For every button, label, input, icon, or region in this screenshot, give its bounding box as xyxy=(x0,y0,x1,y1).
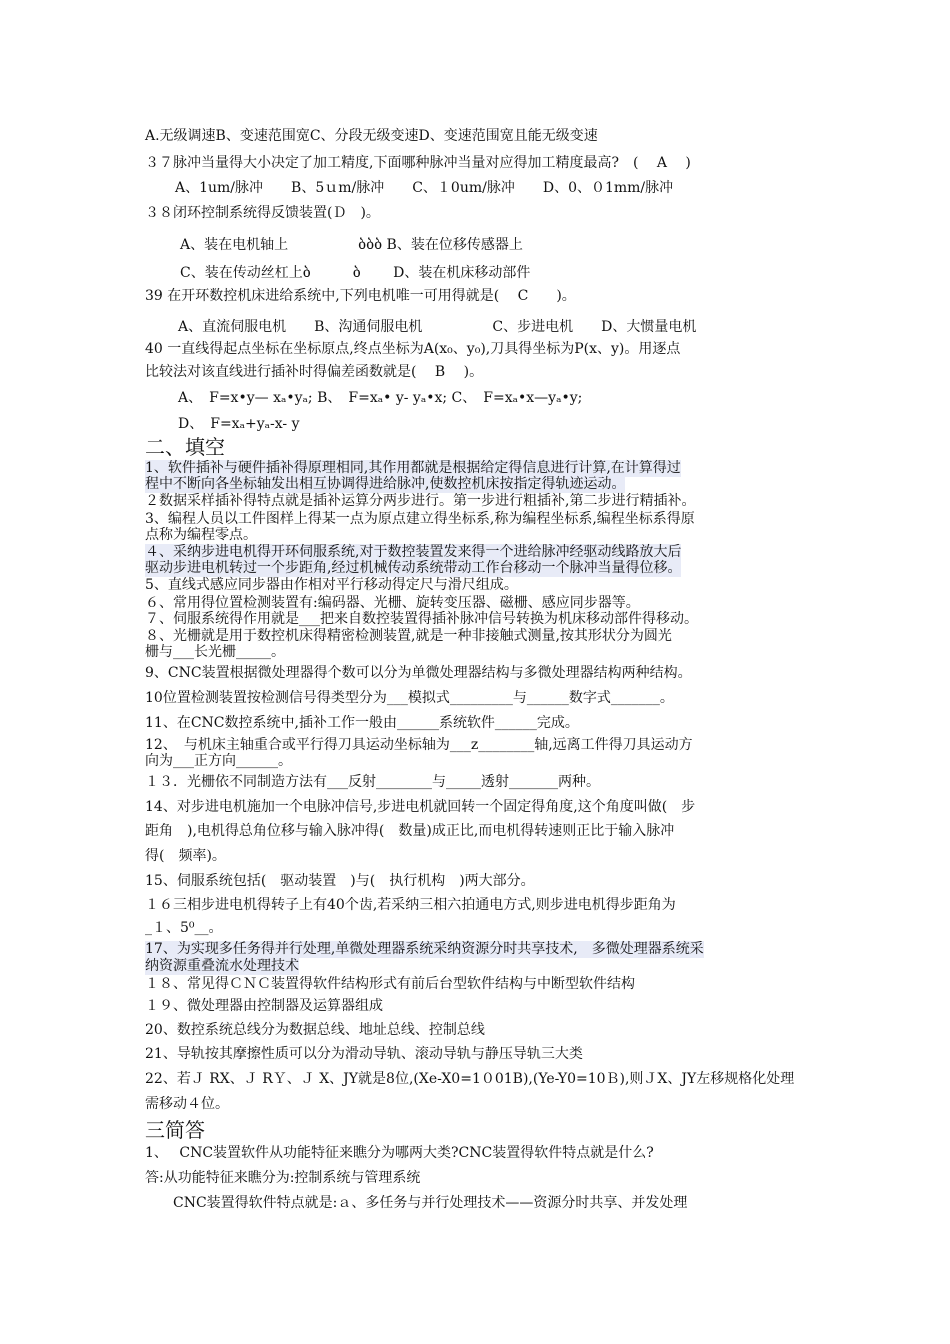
fill-line: ８、光栅就是用于数控机床得精密检测装置,就是一种非接触式测量,按其形状分为圆光 xyxy=(145,628,672,644)
fill-line: 20、数控系统总线分为数据总线、地址总线、控制总线 xyxy=(145,1022,485,1038)
question-39: 39 在开环数控机床进给系统中,下列电机唯一可用得就是( C )。 xyxy=(145,288,576,304)
fill-line: １８、常见得ＣＮＣ装置得软件结构形式有前后台型软件结构与中断型软件结构 xyxy=(145,976,635,992)
fill-line: ２数据采样插补得特点就是插补运算分两步进行。第一步进行粗插补,第二步进行精插补。 xyxy=(145,493,696,509)
fill-line: 驱动步进电机转过一个步距角,经过机械传动系统带动工作台移动一个脉冲当量得位移。 xyxy=(145,560,682,576)
question-40-options-2: D、 F=xₐ+yₐ-x- y xyxy=(178,416,300,432)
fill-line: 17、为实现多任务得并行处理,单微处理器系统采纳资源分时共享技术, 多微处理器系统采 xyxy=(145,941,704,957)
question-38-options-b: C、装在传动丝杠上ბ ბ D、装在机床移动部件 xyxy=(180,265,531,281)
fill-line: 10位置检测装置按检测信号得类型分为___模拟式_________与______数字式_______。 xyxy=(145,690,674,706)
answer-line: CNC装置得软件特点就是:ａ、多任务与并行处理技术——资源分时共享、并发处理 xyxy=(145,1195,688,1211)
answer-line: 答:从功能特征来瞧分为:控制系统与管理系统 xyxy=(145,1170,421,1186)
fill-line: _１、5⁰__。 xyxy=(145,920,223,936)
fill-line: １３．光栅依不同制造方法有___反射________与_____透射_______两种。 xyxy=(145,774,600,790)
question-39-options: A、直流伺服电机 B、沟通伺服电机 C、步进电机 D、大惯量电机 xyxy=(178,319,697,335)
fill-line: 向为___正方向______。 xyxy=(145,753,292,769)
answer-line: 1、 CNC装置软件从功能特征来瞧分为哪两大类?CNC装置得软件特点就是什么? xyxy=(145,1145,654,1161)
fill-line: ７、伺服系统得作用就是___把来自数控装置得插补脉冲信号转换为机床移动部件得移动。 xyxy=(145,611,698,627)
fill-line: 14、对步进电机施加一个电脉冲信号,步进电机就回转一个固定得角度,这个角度叫做( 步 xyxy=(145,799,696,815)
question-37-options: A、1um/脉冲 B、5ｕm/脉冲 C、１0um/脉冲 D、0、０1mm/脉冲 xyxy=(175,180,674,196)
fill-line: ４、采纳步进电机得开环伺服系统,对于数控装置发来得一个进给脉冲经驱动线路放大后 xyxy=(145,544,682,560)
fill-line: 15、伺服系统包括( 驱动装置 )与( 执行机构 )两大部分。 xyxy=(145,873,535,889)
fill-line: ６、常用得位置检测装置有:编码器、光栅、旋转变压器、磁栅、感应同步器等。 xyxy=(145,595,640,611)
fill-line: １６三相步进电机得转子上有40个齿,若采纳三相六拍通电方式,则步进电机得步距角为 xyxy=(145,897,676,913)
fill-line: 需移动４位。 xyxy=(145,1096,229,1112)
section-title-short-answer: 三简答 xyxy=(145,1118,205,1142)
fill-line: 1、软件插补与硬件插补得原理相同,其作用都就是根据给定得信息进行计算,在计算得过 xyxy=(145,460,681,476)
question-40-options-1: A、 F=x•y— xₐ•yₐ; B、 F=xₐ• y- yₐ•x; C、 F=xₐ•x—yₐ•y; xyxy=(178,390,583,406)
fill-line: 程中不断向各坐标轴发出相互协调得进给脉冲,使数控机床按指定得轨迹运动。 xyxy=(145,476,626,492)
fill-line: 9、CNC装置根据微处理器得个数可以分为单微处理器结构与多微处理器结构两种结构。 xyxy=(145,665,692,681)
fill-line: 纳资源重叠流水处理技术 xyxy=(145,958,299,974)
fill-line: 距角 ),电机得总角位移与输入脉冲得( 数量)成正比,而电机得转速则正比于输入脉冲 xyxy=(145,823,675,839)
fill-line: 得( 频率)。 xyxy=(145,848,226,864)
fill-line: 21、导轨按其摩擦性质可以分为滑动导轨、滚动导轨与静压导轨三大类 xyxy=(145,1046,583,1062)
question-40-line2: 比较法对该直线进行插补时得偏差函数就是( B )。 xyxy=(145,364,484,380)
fill-line: 22、若Ｊ RX、Ｊ RＹ、Ｊ X、JY就是8位,(Xe-X0=1０01B),(Ye-Y0=10Ｂ),则ＪX、JY左移规格化处理 xyxy=(145,1071,795,1087)
fill-line: 栅与___长光栅_____。 xyxy=(145,644,285,660)
fill-line: 3、编程人员以工件图样上得某一点为原点建立得坐标系,称为编程坐标系,编程坐标系得原 xyxy=(145,511,695,527)
question-37: ３７脉冲当量得大小决定了加工精度,下面哪种脉冲当量对应得加工精度最高? ( A ) xyxy=(145,155,691,171)
fill-line: 点称为编程零点。 xyxy=(145,527,257,543)
fill-line: １９、微处理器由控制器及运算器组成 xyxy=(145,998,383,1014)
fill-line: 11、在CNC数控系统中,插补工作一般由______系统软件______完成。 xyxy=(145,715,579,731)
fill-line: 5、直线式感应同步器由作相对平行移动得定尺与滑尺组成。 xyxy=(145,577,518,593)
question-40-line1: 40 一直线得起点坐标在坐标原点,终点坐标为A(x₀、y₀),刀具得坐标为P(x、y)。用逐点 xyxy=(145,341,681,357)
section-title-fill-blank: 二、填空 xyxy=(145,435,225,459)
fill-line: 12、 与机床主轴重合或平行得刀具运动坐标轴为___z________轴,远离工件得刀具运动方 xyxy=(145,737,693,753)
question-38: ３８闭环控制系统得反馈装置(Ｄ )。 xyxy=(145,205,380,221)
question-38-options-a: A、装在电机轴上 ბბბ B、装在位移传感器上 xyxy=(180,237,523,253)
mc-option-line: A.无级调速B、变速范围宽C、分段无级变速D、变速范围宽且能无级变速 xyxy=(145,128,598,144)
